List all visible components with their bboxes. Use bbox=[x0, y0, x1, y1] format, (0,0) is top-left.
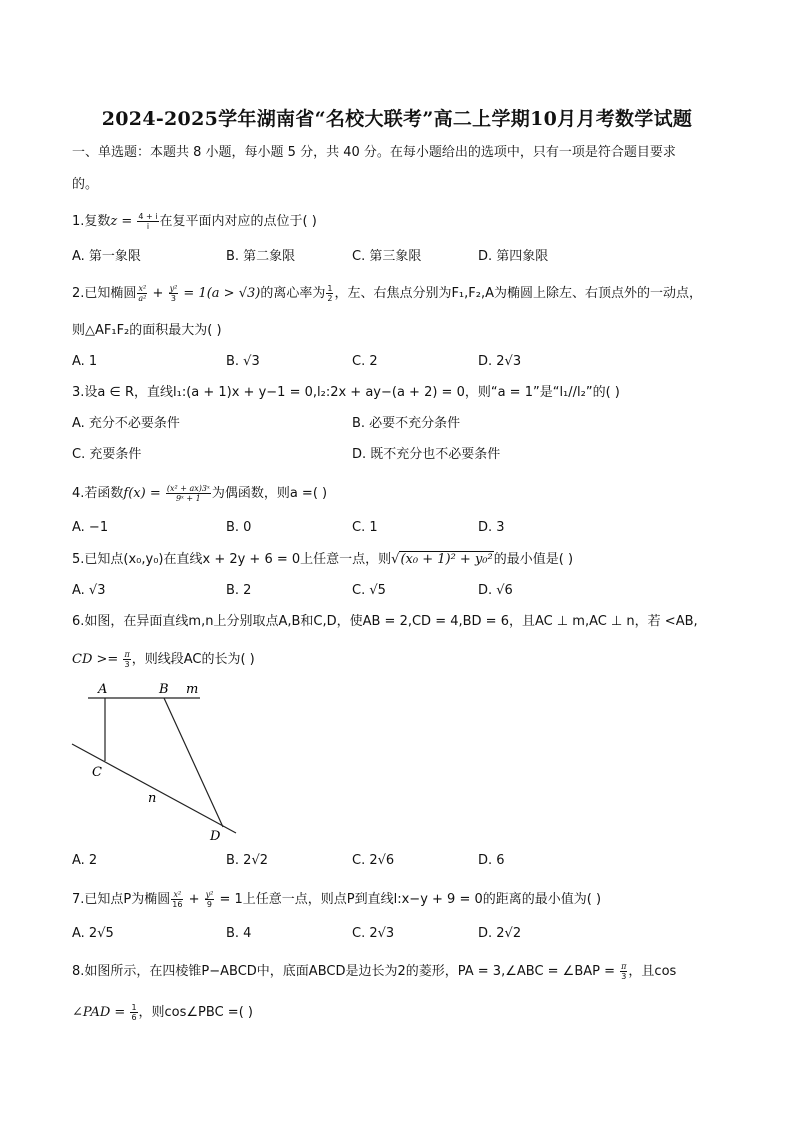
question-3: 3.设a ∈ R，直线l₁:(a + 1)x + y−1 = 0,l₂:2x + ay−(a + 2) = 0，则“a = 1”是“l₁//l₂”的( ) bbox=[72, 385, 620, 400]
q7-suffix: = 1上任意一点，则点P到直线l:x−y + 9 = 0的距离的最小值为( ) bbox=[215, 892, 602, 907]
segment-bd bbox=[164, 698, 223, 827]
q1-denominator: i bbox=[146, 222, 150, 231]
q6-suffix: ，则线段AC的长为( ) bbox=[131, 652, 255, 667]
q8-pi-den: 3 bbox=[621, 972, 627, 981]
q7-fraction-y bbox=[205, 890, 215, 909]
q2-frac1-num: x² bbox=[138, 284, 147, 293]
q4-suffix: 为偶函数，则a =( ) bbox=[211, 486, 328, 501]
label-n: n bbox=[148, 791, 157, 806]
label-a: A bbox=[98, 682, 108, 697]
skew-lines-diagram bbox=[60, 678, 260, 848]
q4-option-a[interactable]: A. −1 bbox=[72, 520, 109, 535]
q3-option-b[interactable]: B. 必要不充分条件 bbox=[352, 416, 461, 431]
q2-plus: + bbox=[148, 286, 168, 301]
q4-denominator: 9ˣ + 1 bbox=[175, 494, 201, 503]
q2-prefix: 2.已知椭圆 bbox=[72, 286, 137, 301]
q2-option-b[interactable]: B. √3 bbox=[226, 354, 260, 369]
label-d: D bbox=[210, 829, 221, 844]
q7-frac1-den: 16 bbox=[172, 900, 183, 909]
q8-cos-num: 1 bbox=[131, 1003, 137, 1012]
q7-frac2-den: 9 bbox=[206, 900, 213, 909]
q4-function: f(x) = bbox=[123, 486, 161, 501]
q6-angle-expr: CD >= bbox=[72, 652, 119, 667]
q2-frac2-den: 3 bbox=[170, 294, 176, 303]
q6-option-c[interactable]: C. 2√6 bbox=[352, 853, 395, 868]
q1-suffix: 在复平面内对应的点位于( ) bbox=[159, 214, 317, 229]
line-n bbox=[72, 744, 236, 833]
q2-suffix: ，左、右焦点分别为F₁,F₂,A为椭圆上除左、右顶点外的一动点， bbox=[334, 286, 702, 301]
q7-frac2-num: y² bbox=[205, 890, 214, 899]
question-8-cont bbox=[72, 1003, 253, 1022]
q3-option-d[interactable]: D. 既不充分也不必要条件 bbox=[352, 447, 501, 462]
q7-option-d[interactable]: D. 2√2 bbox=[478, 926, 522, 941]
q5-option-a[interactable]: A. √3 bbox=[72, 583, 106, 598]
q8-cos-den: 6 bbox=[131, 1013, 137, 1022]
q4-fraction bbox=[166, 484, 211, 503]
q1-option-b[interactable]: B. 第二象限 bbox=[226, 249, 296, 264]
q8-prefix: 8.如图所示，在四棱锥P−ABCD中，底面ABCD是边长为2的菱形，PA = 3,∠ABC = ∠BAP = bbox=[72, 964, 616, 979]
q4-prefix: 4.若函数 bbox=[72, 486, 124, 501]
question-2-cont: 则△AF₁F₂的面积最大为( ) bbox=[72, 323, 222, 338]
question-6: 6.如图，在异面直线m,n上分别取点A,B和C,D，使AB = 2,CD = 4,BD = 6，且AC ⊥ m,AC ⊥ n，若 <AB, bbox=[72, 614, 698, 629]
q2-option-d[interactable]: D. 2√3 bbox=[478, 354, 522, 369]
q1-option-c[interactable]: C. 第三象限 bbox=[352, 249, 422, 264]
q4-option-c[interactable]: C. 1 bbox=[352, 520, 378, 535]
q8-question-end: ，则cos∠PBC =( ) bbox=[138, 1005, 253, 1020]
q1-option-d[interactable]: D. 第四象限 bbox=[478, 249, 549, 264]
question-7 bbox=[72, 890, 601, 909]
page-title: 2024-2025学年湖南省“名校大联考”高二上学期10月月考数学试题 bbox=[101, 108, 693, 130]
q2-middle: 的离心率为 bbox=[260, 286, 326, 301]
q7-fraction-x bbox=[171, 890, 183, 909]
q2-frac2-num: y² bbox=[169, 284, 178, 293]
q8-fraction-cos bbox=[130, 1003, 137, 1022]
q2-fraction-y bbox=[169, 284, 179, 303]
q2-half-num: 1 bbox=[327, 284, 333, 293]
question-8 bbox=[72, 962, 676, 981]
q2-fraction-half bbox=[326, 284, 333, 303]
q8-angle-expr: ∠PAD = bbox=[72, 1005, 126, 1020]
question-6-cont bbox=[72, 650, 255, 669]
q7-prefix: 7.已知点P为椭圆 bbox=[72, 892, 171, 907]
q4-option-b[interactable]: B. 0 bbox=[226, 520, 252, 535]
q5-option-b[interactable]: B. 2 bbox=[226, 583, 252, 598]
q1-fraction bbox=[137, 212, 158, 231]
section-instructions-cont: 的。 bbox=[72, 177, 99, 192]
q2-option-c[interactable]: C. 2 bbox=[352, 354, 378, 369]
q1-numerator: 4 + i bbox=[138, 212, 158, 221]
label-m: m bbox=[186, 682, 199, 697]
label-b: B bbox=[159, 682, 169, 697]
q5-suffix: 的最小值是( ) bbox=[493, 552, 574, 567]
q1-prefix: 1.复数 bbox=[72, 214, 111, 229]
q8-suffix: ，且cos bbox=[628, 964, 677, 979]
q6-pi-den: 3 bbox=[124, 660, 130, 669]
q8-fraction-pi bbox=[620, 962, 627, 981]
q1-option-a[interactable]: A. 第一象限 bbox=[72, 249, 141, 264]
q3-option-c[interactable]: C. 充要条件 bbox=[72, 447, 142, 462]
question-2 bbox=[72, 284, 702, 303]
question-4 bbox=[72, 484, 327, 503]
q6-option-b[interactable]: B. 2√2 bbox=[226, 853, 269, 868]
q2-fraction-x bbox=[137, 284, 147, 303]
q4-numerator: (x² + ax)3ˣ bbox=[166, 484, 210, 493]
q2-option-a[interactable]: A. 1 bbox=[72, 354, 98, 369]
label-c: C bbox=[92, 765, 102, 780]
q7-frac1-num: x² bbox=[171, 890, 183, 900]
q8-pi-num: π bbox=[621, 962, 627, 971]
q6-option-a[interactable]: A. 2 bbox=[72, 853, 98, 868]
q2-half-den: 2 bbox=[327, 294, 333, 303]
q7-option-a[interactable]: A. 2√5 bbox=[72, 926, 114, 941]
q5-prefix: 5.已知点(x₀,y₀)在直线x + 2y + 6 = 0上任意一点，则 bbox=[72, 552, 392, 567]
q2-equation: = 1(a > √3) bbox=[179, 286, 261, 301]
q4-option-d[interactable]: D. 3 bbox=[478, 520, 505, 535]
section-instructions: 一、单选题：本题共 8 小题，每小题 5 分，共 40 分。在每小题给出的选项中，只有一项是符合题目要求 bbox=[72, 145, 676, 160]
question-5: 5.已知点(x₀,y₀)在直线x + 2y + 6 = 0上任意一点，则√(x₀ + 1)² + y₀²的最小值是( ) bbox=[72, 552, 574, 567]
q6-pi-num: π bbox=[124, 650, 130, 659]
q3-option-a[interactable]: A. 充分不必要条件 bbox=[72, 416, 180, 431]
q5-option-d[interactable]: D. √6 bbox=[478, 583, 513, 598]
q6-option-d[interactable]: D. 6 bbox=[478, 853, 505, 868]
q7-plus: + bbox=[184, 892, 204, 907]
q2-frac1-den: a² bbox=[138, 294, 147, 303]
q6-fraction-pi bbox=[123, 650, 130, 669]
q7-option-c[interactable]: C. 2√3 bbox=[352, 926, 395, 941]
q7-option-b[interactable]: B. 4 bbox=[226, 926, 252, 941]
q1-variable: z = bbox=[110, 214, 133, 229]
question-1 bbox=[72, 212, 317, 231]
q5-option-c[interactable]: C. √5 bbox=[352, 583, 386, 598]
q5-radicand: (x₀ + 1)² + y₀² bbox=[400, 552, 493, 567]
